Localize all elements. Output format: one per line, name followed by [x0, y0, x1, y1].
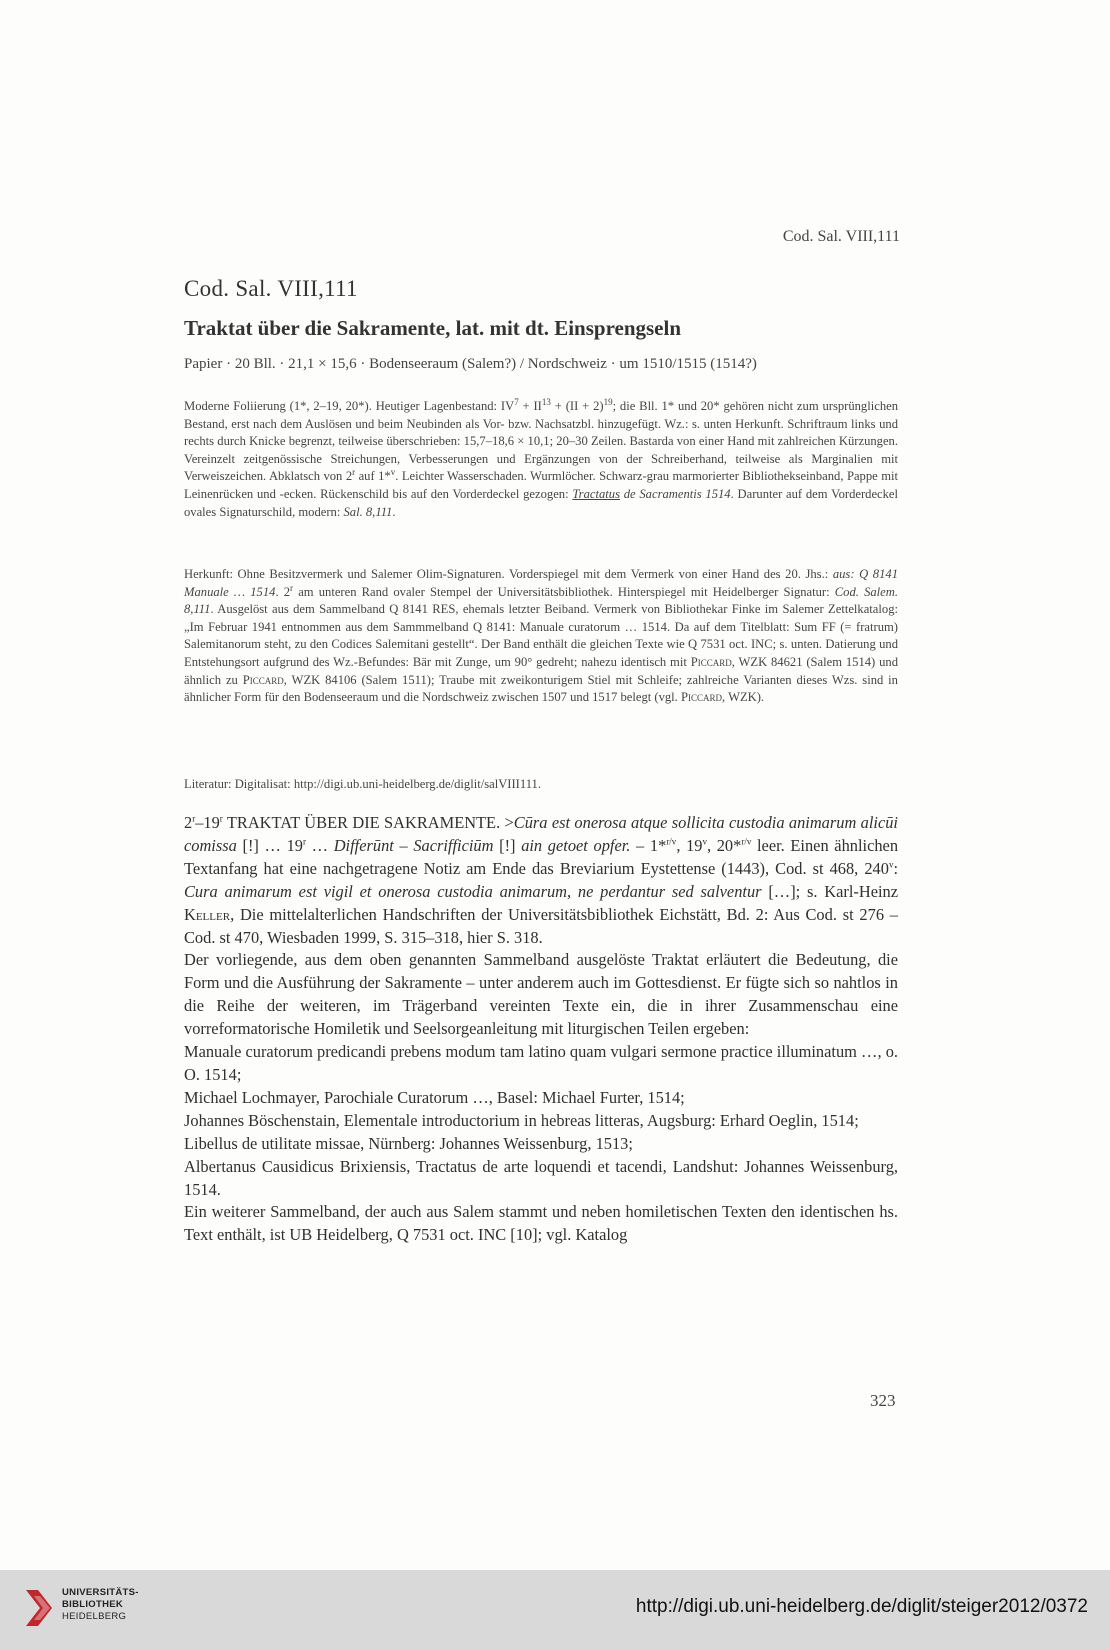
university-library-logo[interactable] — [22, 1584, 162, 1636]
main-text — [184, 812, 898, 1247]
literature-line: Literatur: Digitalisat: http://digi.ub.uni-heidelberg.de/diglit/salVIII111. — [184, 777, 541, 791]
signature-label: Sal. 8,111 — [343, 504, 393, 519]
codex-title: Cod. Sal. VIII,111 — [184, 276, 358, 301]
page-number: 323 — [870, 1391, 896, 1410]
permalink-url[interactable]: http://digi.ub.uni-heidelberg.de/diglit/steiger2012/0372 — [635, 1596, 1088, 1617]
physical-description-line: Papier · 20 Bll. · 21,1 × 15,6 · Bodenseeraum (Salem?) / Nordschweiz · um 1510/1515 (1514?) — [184, 356, 757, 372]
library-logo-icon — [22, 1588, 56, 1628]
content-paragraph: 2$^r$–19$^r$ TRAKTAT ÜBER DIE SAKRAMENTE. >Cūra est onerosa atque sollicita custodia animarum alicūi comissa [!] … 19$^r$ … Differūnt – Sacrifficiūm [!] ain getoet opfer. – 1*$^{r/v}$, 19$^v$, 20*$^{r/v}$ leer. Einen ähnlichen Textanfang hat eine nachgetragene Notiz am Ende das Breviarium Eystettense (1443), Cod. st 468, 240$^v$: Cura animarum est vigil et onerosa custodia animarum, ne perdantur sed salventur […]; s. Karl-Heinz Keller, Die mittelalterlichen Handschriften der Universitätsbibliothek Eichstätt, Bd. 2: Aus Cod. st 276 – Cod. st 470, Wiesbaden 1999, S. 315–318, hier S. 318. — [184, 813, 899, 947]
work-title: Traktat über die Sakramente, lat. mit dt. Einsprengseln — [184, 316, 682, 340]
codicological-description: Moderne Foliierung (1*, 2–19, 20*). Heutiger Lagenbestand: $IV^7 + II^{13} + (II + 2)^{19}$; die Bll. 1* und 20* gehören nicht zum ursprünglichen Bestand, erst nach dem Auslösen und beim Neubinden als Vor- bzw. Nachsatzbl. hinzugefügt. Wz.: s. unten Herkunft. Schriftraum links und rechts durch Knicke begrenzt, teilweise überschrieben: 15,7–18,6 × 10,1; 20–30 Zeilen. Bastarda von einer Hand mit zahlreichen Kürzungen. Vereinzelt zeitgenössische Streichungen, Verbesserungen und Ergänzungen von der Schreiberhand, teilweise als Marginalien mit Verweiszeichen. Abklatsch von 2$^r$ auf 1*$^v$. Leichter Wasserschaden. Wurmlöcher. Schwarz-grau marmorierter Bibliothekseinband, Pappe mit Leinenrücken und -ecken. Rückenschild bis auf den Vorderdeckel gezogen: Tractatus de Sacramentis 1514. Darunter auf dem Vorderdeckel ovales Signaturschild, modern: Sal. 8,111. — [184, 396, 899, 519]
list-item: Michael Lochmayer, Parochiale Curatorum …, Basel: Michael Furter, 1514; — [184, 1087, 685, 1107]
viewer-footer — [0, 1570, 1110, 1650]
running-head: Cod. Sal. VIII,111 — [782, 228, 900, 245]
closing-paragraph: Ein weiterer Sammelband, der auch aus Salem stammt und neben homiletischen Texten den identischen hs. Text enthält, ist UB Heidelberg, Q 7531 oct. INC [10]; vgl. Katalog — [184, 1202, 898, 1245]
list-item: Johannes Böschenstain, Elementale introductorium in hebreas litteras, Augsburg: Erhard Oeglin, 1514; — [184, 1110, 859, 1130]
list-item: Albertanus Causidicus Brixiensis, Tractatus de arte loquendi et tacendi, Landshut: Johannes Weissenburg, 1514. — [184, 1156, 898, 1199]
list-item: Libellus de utilitate missae, Nürnberg: Johannes Weissenburg, 1513; — [184, 1133, 633, 1153]
spine-title: Tractatus — [572, 486, 620, 501]
logo-wordmark: UNIVERSITÄTS- BIBLIOTHEK HEIDELBERG — [62, 1587, 139, 1622]
commentary-paragraph: Der vorliegende, aus dem oben genannten Sammelband ausgelöste Traktat erläutert die Bedeutung, die Form und die Ausführung der Sakramente – unter anderem auch im Gottesdienst. Er fügte sich so nahtlos in die Reihe der weiteren, im Trägerband vereinten Texte ein, die in ihrer Zusammenschau eine vorreformatorische Homiletik und Seelsorgeanleitung mit liturgischen Teilen ergeben: — [184, 950, 898, 1039]
list-item: Manuale curatorum predicandi prebens modum tam latino quam vulgari sermone practice illuminatum …, o. O. 1514; — [184, 1042, 898, 1084]
provenance-paragraph: Herkunft: Ohne Besitzvermerk und Salemer Olim-Signaturen. Vorderspiegel mit dem Vermerk von einer Hand des 20. Jhs.: aus: Q 8141 Manuale … 1514. 2$^r$ am unteren Rand ovaler Stempel der Universitätsbibliothek. Hinterspiegel mit Heidelberger Signatur: Cod. Salem. 8,111. Ausgelöst aus dem Sammelband Q 8141 RES, ehemals letzter Beiband. Vermerk von Bibliothekar Finke im Salemer Zettelkatalog: „Im Februar 1941 entnommen aus dem Sammmelband Q 8141: Manuale curatorum … 1514. Da auf dem Titelblatt: Sum FF (= fratrum) Salemitanorum steht, zu den Codices Salemitani gestellt“. Der Band enthält die gleichen Texte wie Q 7531 oct. INC; s. unten. Datierung und Entstehungsort aufgrund des Wz.-Befundes: Bär mit Zunge, um 90° gedreht; nahezu identisch mit Piccard, WZK 84621 (Salem 1514) und ähnlich zu Piccard, WZK 84106 (Salem 1511); Traube mit zweikonturigem Stiel mit Schleife; zahlreiche Varianten dieses Wzs. sind in ähnlicher Form für den Bodenseeraum und die Nordschweiz zwischen 1507 und 1517 belegt (vgl. Piccard, WZK). — [184, 567, 898, 705]
